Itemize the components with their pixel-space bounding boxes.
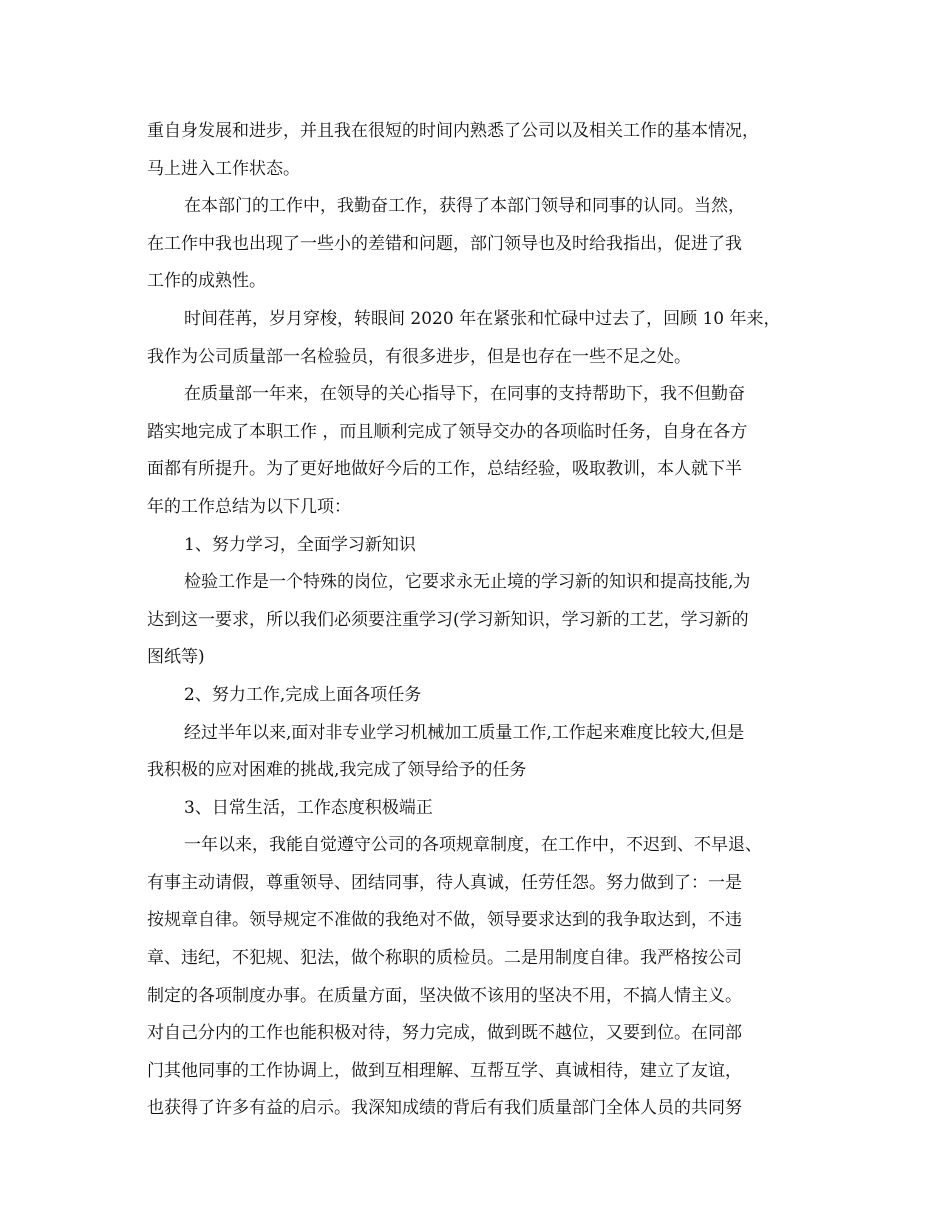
text-line: 章、违纪，不犯规、犯法，做个称职的质检员。二是用制度自律。我严格按公司: [147, 948, 742, 969]
text-line: 重自身发展和进步，并且我在很短的时间内熟悉了公司以及相关工作的基本情况，: [147, 121, 759, 141]
text-line: 时间荏苒，岁月穿梭，转眼间 2020 年在紧张和忙碌中过去了，回顾 10 年来，: [184, 308, 781, 329]
text-line: 在质量部一年来，在领导的关心指导下，在同事的支持帮助下，我不但勤奋: [184, 384, 745, 405]
text-line: 图纸等): [147, 647, 205, 668]
text-line: 对自己分内的工作也能积极对待，努力完成，做到既不越位，又要到位。在同部: [147, 1023, 742, 1044]
text-line: 检验工作是一个特殊的岗位，它要求永无止境的学习新的知识和提高技能,为: [184, 572, 751, 593]
text-line: 2、努力工作,完成上面各项任务: [184, 684, 422, 705]
text-line: 门其他同事的工作协调上，做到互相理解、互帮互学、真诚相待，建立了友谊，: [147, 1060, 742, 1081]
text-line: 按规章自律。领导规定不准做的我绝对不做，领导要求达到的我争取达到，不违: [147, 910, 742, 931]
text-line: 3、日常生活，工作态度积极端正: [184, 797, 433, 818]
text-line: 在本部门的工作中，我勤奋工作，获得了本部门领导和同事的认同。当然，: [184, 196, 745, 217]
text-line: 马上进入工作状态。: [147, 158, 300, 179]
text-line: 年的工作总结为以下几项：: [147, 496, 351, 517]
text-line: 1、努力学习，全面学习新知识: [184, 534, 416, 555]
text-line: 工作的成熟性。: [147, 271, 266, 292]
text-line: 在工作中我也出现了一些小的差错和问题，部门领导也及时给我指出，促进了我: [147, 233, 742, 254]
text-line: 踏实地完成了本职工作 ，而且顺利完成了领导交办的各项临时任务，自身在各方: [147, 421, 748, 442]
text-line: 达到这一要求，所以我们必须要注重学习(学习新知识，学习新的工艺，学习新的: [147, 609, 749, 630]
text-line: 面都有所提升。为了更好地做好今后的工作，总结经验，吸取教训，本人就下半: [147, 459, 742, 480]
text-line: 经过半年以来,面对非专业学习机械加工质量工作,工作起来难度比较大,但是: [184, 722, 745, 743]
text-line: 制定的各项制度办事。在质量方面，坚决做不该用的坚决不用，不搞人情主义。: [147, 985, 742, 1006]
text-line: 我积极的应对困难的挑战,我完成了领导给予的任务: [147, 760, 527, 781]
text-line: 有事主动请假，尊重领导、团结同事，待人真诚，任劳任怨。努力做到了：一是: [147, 872, 742, 893]
text-line: 也获得了许多有益的启示。我深知成绩的背后有我们质量部门全体人员的共同努: [147, 1098, 742, 1119]
text-line: 一年以来，我能自觉遵守公司的各项规章制度，在工作中，不迟到、不早退、: [184, 835, 762, 856]
text-line: 我作为公司质量部一名检验员，有很多进步，但是也存在一些不足之处。: [147, 346, 691, 367]
document-body: [147, 113, 809, 1128]
